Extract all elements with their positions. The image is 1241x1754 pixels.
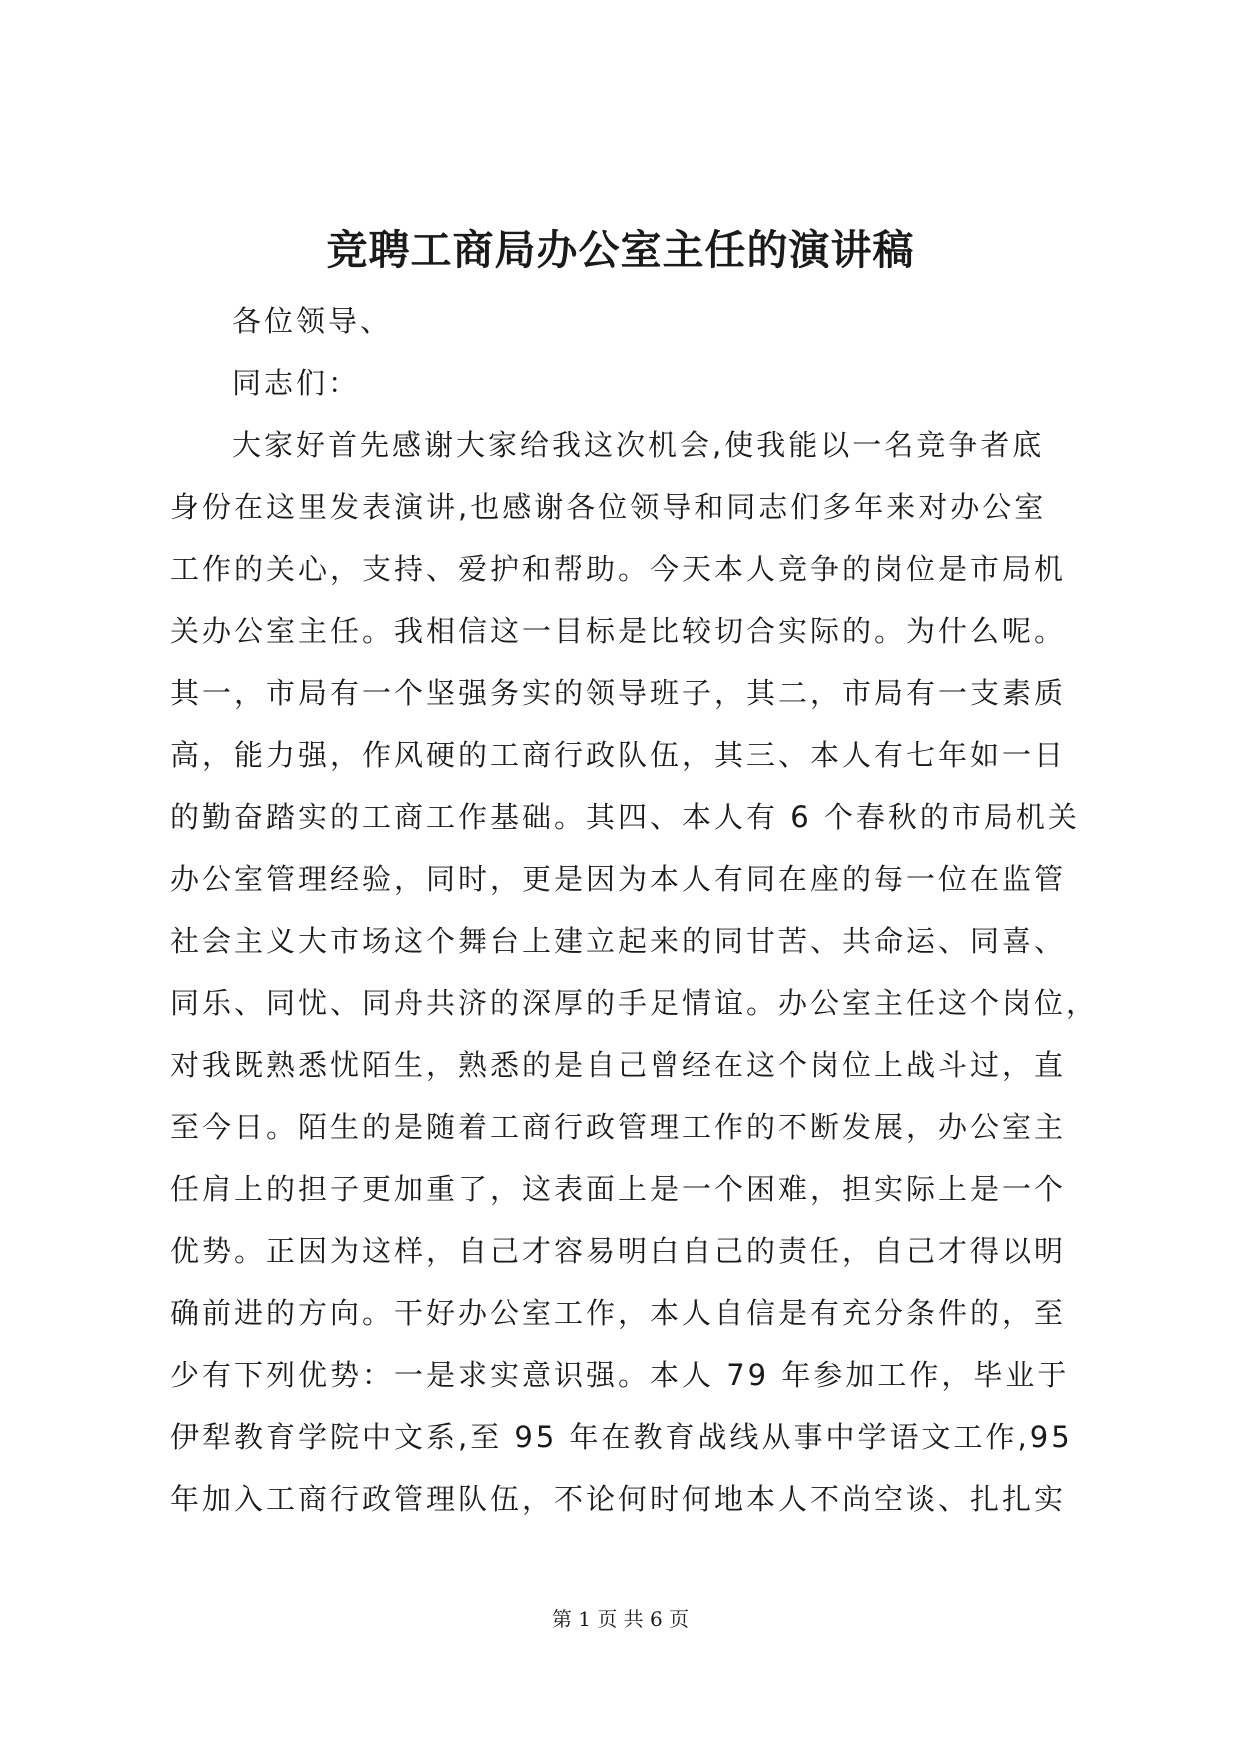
paragraph-line: 同乐、同忧、同舟共济的深厚的手足情谊。办公室主任这个岗位， xyxy=(170,986,1099,1020)
paragraph-line: 大家好首先感谢大家给我这次机会,使我能以一名竞争者底 xyxy=(232,428,1045,462)
paragraph-line: 至今日。陌生的是随着工商行政管理工作的不断发展，办公室主 xyxy=(170,1110,1067,1144)
paragraph-line: 高，能力强，作风硬的工商行政队伍，其三、本人有七年如一日 xyxy=(170,738,1067,772)
paragraph-line: 少有下列优势：一是求实意识强。本人 79 年参加工作，毕业于 xyxy=(170,1358,1070,1392)
paragraph-line: 办公室管理经验，同时，更是因为本人有同在座的每一位在监管 xyxy=(170,862,1067,896)
paragraph-line: 关办公室主任。我相信这一目标是比较切合实际的。为什么呢。 xyxy=(170,614,1067,648)
paragraph-line: 对我既熟悉忧陌生，熟悉的是自己曾经在这个岗位上战斗过，直 xyxy=(170,1048,1067,1082)
paragraph-line: 任肩上的担子更加重了，这表面上是一个困难，担实际上是一个 xyxy=(170,1172,1067,1206)
document-body xyxy=(170,290,1099,1530)
paragraph-line: 工作的关心，支持、爱护和帮助。今天本人竞争的岗位是市局机 xyxy=(170,552,1067,586)
page-footer: 第 1 页 共 6 页 xyxy=(551,1607,690,1631)
paragraph-line: 社会主义大市场这个舞台上建立起来的同甘苦、共命运、同喜、 xyxy=(170,924,1067,958)
paragraph-line: 优势。正因为这样，自己才容易明白自己的责任，自己才得以明 xyxy=(170,1234,1067,1268)
paragraph-line: 的勤奋踏实的工商工作基础。其四、本人有 6 个春秋的市局机关 xyxy=(170,800,1080,834)
salutation-line: 同志们： xyxy=(232,366,361,400)
paragraph-line: 其一，市局有一个坚强务实的领导班子，其二，市局有一支素质 xyxy=(170,676,1067,710)
paragraph-line: 身份在这里发表演讲,也感谢各位领导和同志们多年来对办公室 xyxy=(170,490,1047,524)
paragraph-line: 确前进的方向。干好办公室工作，本人自信是有充分条件的，至 xyxy=(170,1296,1067,1330)
salutation-line: 各位领导、 xyxy=(232,304,393,338)
paragraph-line: 伊犁教育学院中文系,至 95 年在教育战线从事中学语文工作,95 xyxy=(170,1420,1073,1454)
document-title: 竞聘工商局办公室主任的演讲稿 xyxy=(326,226,915,274)
paragraph-line: 年加入工商行政管理队伍，不论何时何地本人不尚空谈、扎扎实 xyxy=(170,1482,1067,1516)
